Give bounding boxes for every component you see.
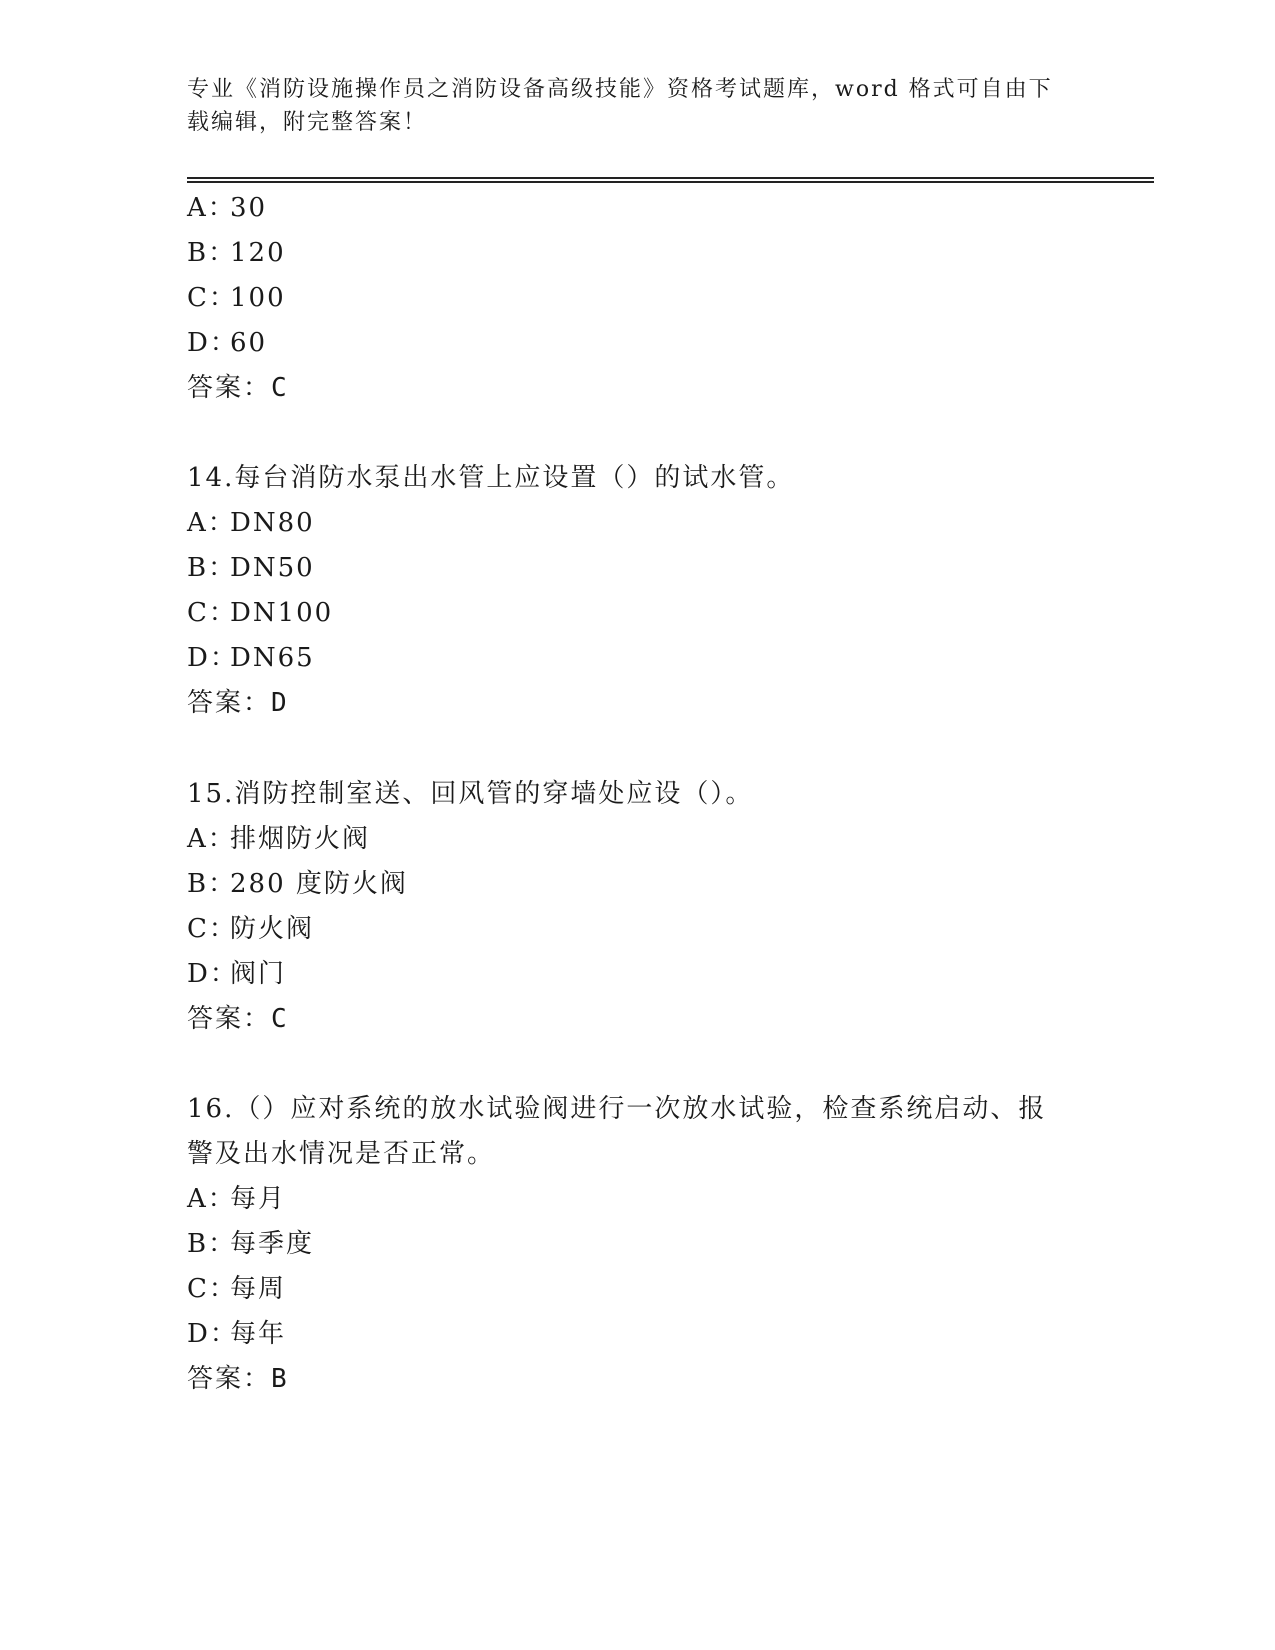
option-text: 排烟防火阀 <box>230 824 371 854</box>
option-text: 每年 <box>230 1319 287 1349</box>
option-key: B： <box>187 869 237 899</box>
header-line-2: 载编辑，附完整答案！ <box>187 110 428 135</box>
q15-stem: 15.消防控制室送、回风管的穿墙处应设（）。 <box>187 779 754 809</box>
q13-option-d <box>187 327 267 359</box>
q13-option-a <box>187 192 267 224</box>
document-header <box>187 73 1067 139</box>
option-text: 每周 <box>230 1274 287 1304</box>
option-text: 阀门 <box>230 959 287 989</box>
answer-value: B <box>271 1364 289 1394</box>
option-key: C： <box>187 283 237 313</box>
header-divider-top <box>187 177 1154 179</box>
option-text: 60 <box>230 328 268 358</box>
q16-option-d <box>187 1318 286 1350</box>
answer-label: 答案： <box>187 1004 272 1034</box>
q13-option-c <box>187 282 286 314</box>
q15-option-a <box>187 823 370 855</box>
option-text: 30 <box>230 193 268 223</box>
answer-label: 答案： <box>187 688 272 718</box>
option-key: C： <box>187 1274 237 1304</box>
option-key: D： <box>187 643 238 673</box>
q15-option-d <box>187 958 286 990</box>
option-text: DN50 <box>230 553 315 583</box>
q14-option-b <box>187 552 315 584</box>
option-key: D： <box>187 1319 238 1349</box>
option-text: 280 度防火阀 <box>230 869 408 899</box>
option-text: 每月 <box>230 1184 287 1214</box>
q13-answer <box>187 372 289 404</box>
option-key: B： <box>187 553 237 583</box>
option-key: A： <box>187 193 236 223</box>
option-key: C： <box>187 598 237 628</box>
option-text: 100 <box>230 283 286 313</box>
option-key: D： <box>187 959 238 989</box>
option-key: B： <box>187 238 237 268</box>
q16-option-b <box>187 1228 314 1260</box>
answer-value: C <box>271 1004 289 1034</box>
q15-option-b <box>187 868 408 900</box>
option-text: DN80 <box>230 508 315 538</box>
q16-stem-line-2: 警及出水情况是否正常。 <box>187 1139 496 1169</box>
q16-option-a <box>187 1183 286 1215</box>
q14-option-a <box>187 507 315 539</box>
q16-option-c <box>187 1273 286 1305</box>
answer-label: 答案： <box>187 1364 272 1394</box>
option-text: 防火阀 <box>230 914 315 944</box>
q15-option-c <box>187 913 314 945</box>
q16-answer <box>187 1363 289 1395</box>
q16-stem-line-1: 16.（）应对系统的放水试验阀进行一次放水试验，检查系统启动、报 <box>187 1094 1047 1124</box>
option-key: B： <box>187 1229 237 1259</box>
header-line-1: 专业《消防设施操作员之消防设备高级技能》资格考试题库，word 格式可自由下 <box>187 77 1053 102</box>
answer-label: 答案： <box>187 373 272 403</box>
option-key: A： <box>187 824 236 854</box>
q14-answer <box>187 687 289 719</box>
q15-answer <box>187 1003 289 1035</box>
answer-value: C <box>271 373 289 403</box>
option-text: DN100 <box>230 598 334 628</box>
q14-stem: 14.每台消防水泵出水管上应设置（）的试水管。 <box>187 463 795 493</box>
option-key: D： <box>187 328 238 358</box>
q13-option-b <box>187 237 286 269</box>
q14-option-c <box>187 597 333 629</box>
option-text: DN65 <box>230 643 315 673</box>
option-text: 120 <box>230 238 286 268</box>
option-key: A： <box>187 508 236 538</box>
q14-option-d <box>187 642 315 674</box>
option-key: A： <box>187 1184 236 1214</box>
header-divider-bottom <box>187 181 1154 183</box>
answer-value: D <box>271 688 289 718</box>
option-key: C： <box>187 914 237 944</box>
option-text: 每季度 <box>230 1229 315 1259</box>
